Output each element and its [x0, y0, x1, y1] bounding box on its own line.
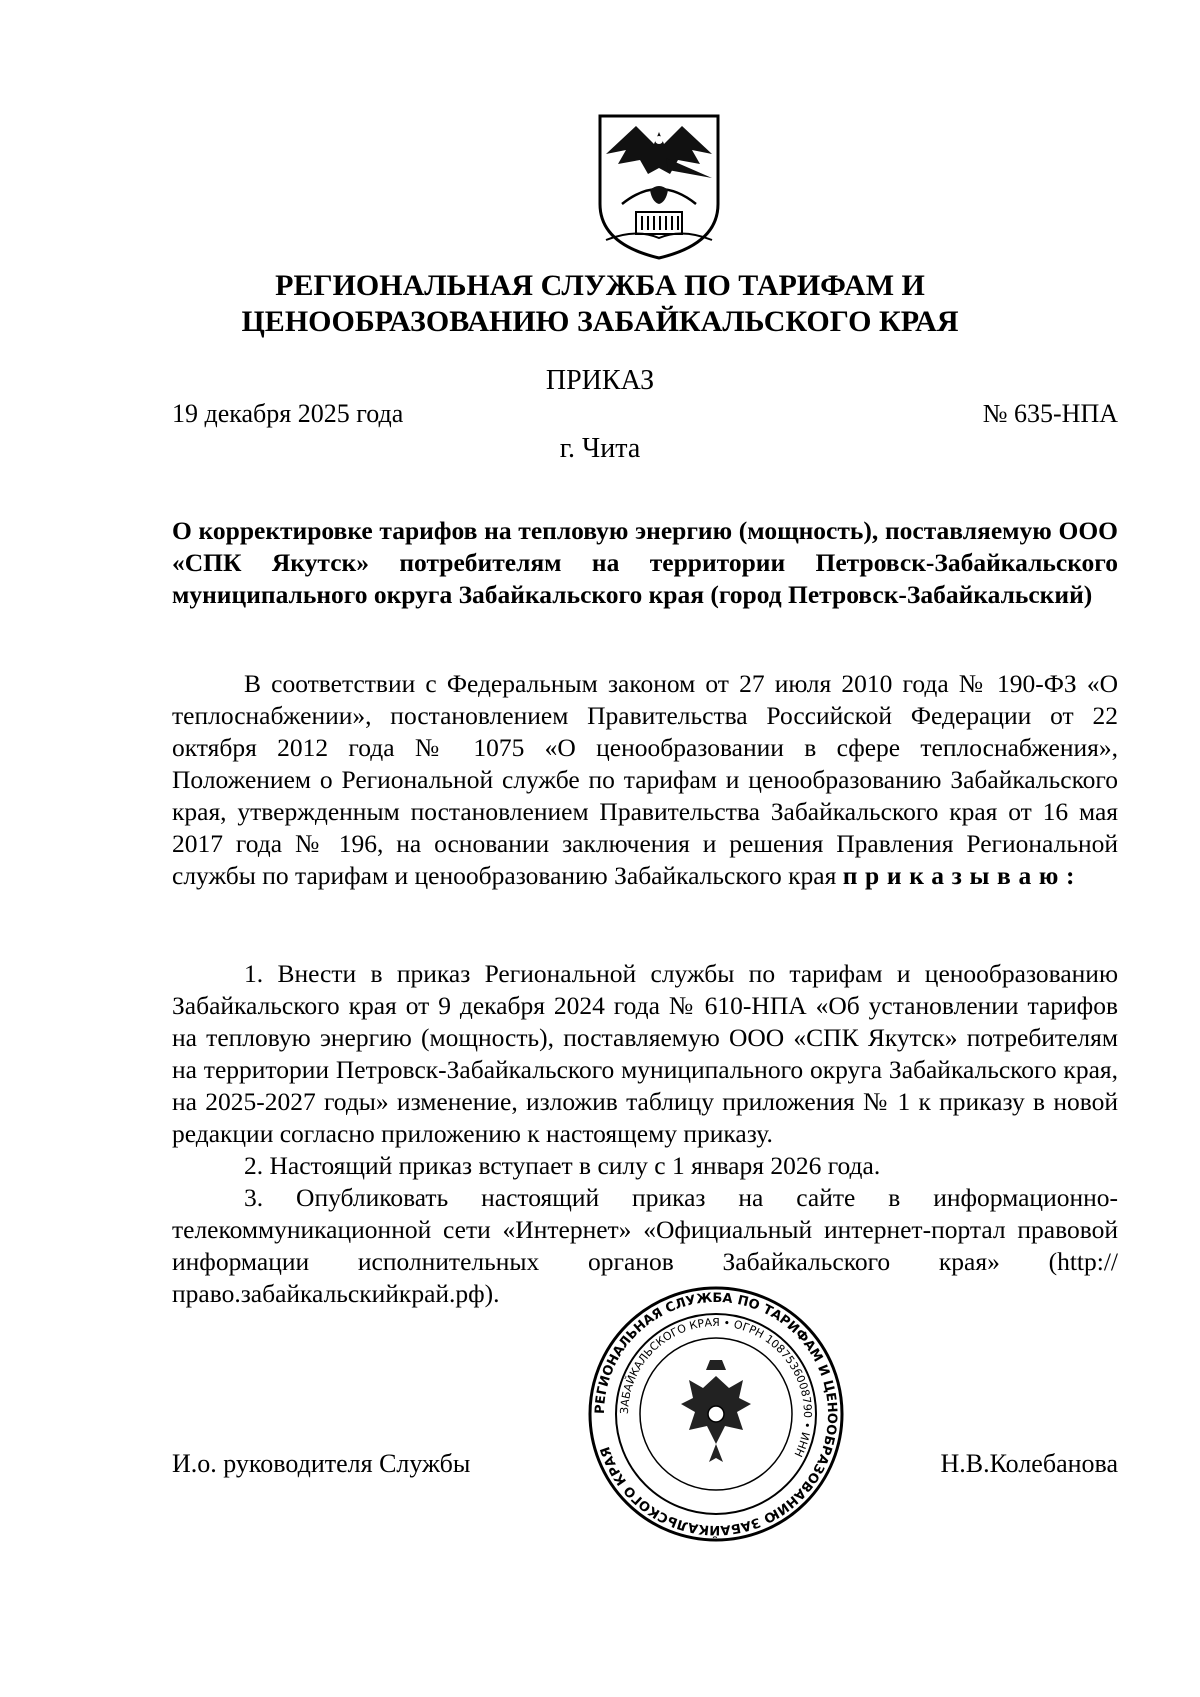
document-subject: О корректировке тарифов на тепловую энергию (мощность), поставляемую ООО «СПК Якутск» потребителям на территории Петровск-Забайкальского муниципального округа Забайкальского края (город Петровск-Забайкальский)	[172, 516, 1118, 609]
order-colon: :	[1066, 861, 1075, 890]
org-line-2: ЦЕНООБРАЗОВАНИЮ ЗАБАЙКАЛЬСКОГО КРАЯ	[241, 305, 959, 338]
document-kind: ПРИКАЗ	[545, 365, 655, 396]
preamble	[172, 668, 1118, 892]
org-line-1: РЕГИОНАЛЬНАЯ СЛУЖБА ПО ТАРИФАМ И	[275, 269, 925, 302]
order-word: приказываю	[842, 861, 1067, 890]
preamble-text: В соответствии с Федеральным законом от 27 июля 2010 года № 190-ФЗ «О теплоснабжении», постановлением Правительства Российской Федерации от 22 октября 2012 года № 1075 «О ценообразовании в сфере теплоснабжения», Положением о Региональной службе по тарифам и ценообразованию Забайкальского края, утвержденным постановлением Правительства Забайкальского края от 16 мая 2017 года № 196, на основании заключения и решения Правления Региональной службы по тарифам и ценообразованию Забайкальского края	[172, 669, 1118, 890]
organization-title	[0, 268, 1200, 340]
coat-of-arms-icon	[596, 112, 722, 262]
signatory-name: Н.В.Колебанова	[940, 1449, 1118, 1478]
official-seal-icon	[585, 1280, 847, 1548]
order-item-1: 1. Внести в приказ Региональной службы по тарифам и ценообразованию Забайкальского края от 9 декабря 2024 года № 610-НПА «Об установлении тарифов на тепловую энергию (мощность), поставляемую ООО «СПК Якутск» потребителям на территории Петровск-Забайкальского муниципального округа Забайкальского края, на 2025-2027 годы» изменение, изложив таблицу приложения № 1 к приказу в новой редакции согласно приложению к настоящему приказу.	[172, 959, 1118, 1148]
document-city: г. Чита	[559, 433, 641, 464]
order-items	[172, 958, 1118, 1310]
order-item-3: 3. Опубликовать настоящий приказ на сайте в информационно-телекоммуникационной сети «Интернет» «Официальный интернет-портал правовой информации исполнительных органов Забайкальского края» (http://право.забайкальскийкрай.рф).	[172, 1183, 1118, 1308]
document-date: 19 декабря 2025 года	[172, 399, 404, 428]
document-number: № 635-НПА	[982, 399, 1118, 428]
order-item-2: 2. Настоящий приказ вступает в силу с 1 января 2026 года.	[244, 1151, 881, 1180]
signatory-role: И.о. руководителя Службы	[172, 1449, 471, 1478]
seal-inner-text: ЗАБАЙКАЛЬСКОГО КРАЯ • ОГРН 1087536008790 • ИНН	[617, 1315, 815, 1460]
seal-outer-text: РЕГИОНАЛЬНАЯ СЛУЖБА ПО ТАРИФАМ И ЦЕНООБРАЗОВАНИЮ ЗАБАЙКАЛЬСКОГО КРАЯ	[592, 1290, 840, 1538]
